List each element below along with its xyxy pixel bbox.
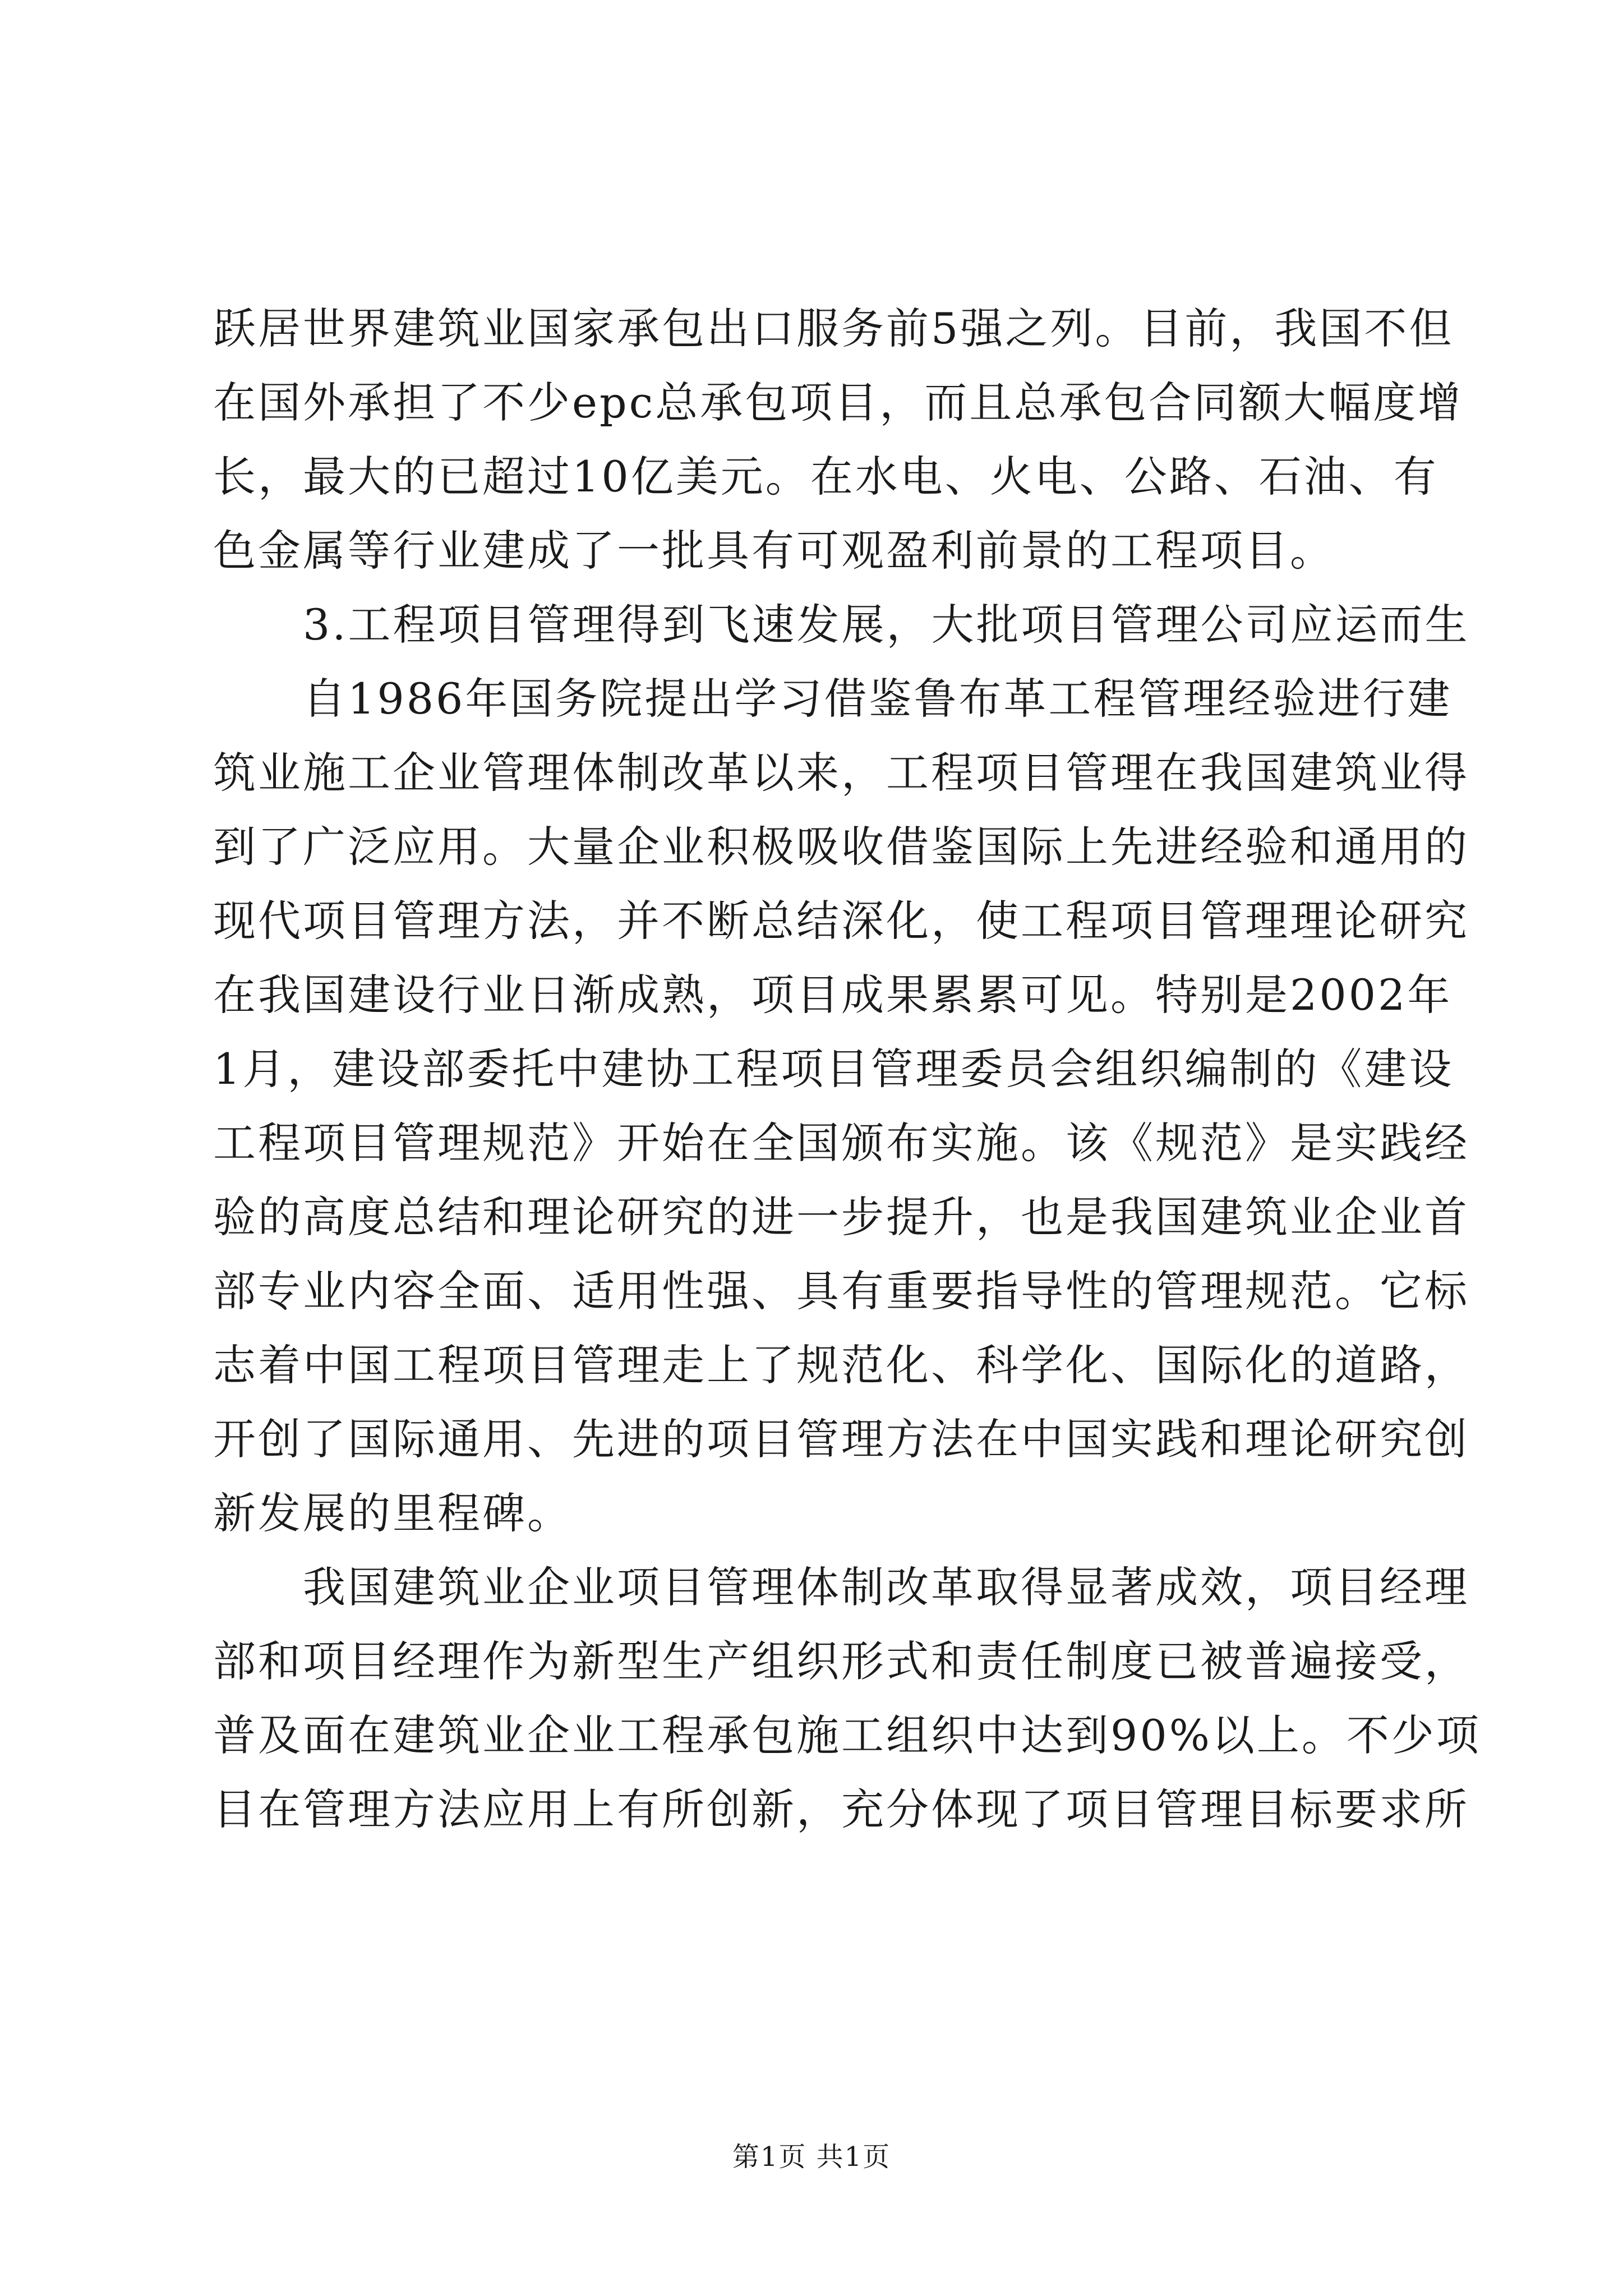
- page-number-footer: 第1页 共1页: [732, 2141, 891, 2173]
- text-line: 1月，建设部委托中建协工程项目管理委员会组织编制的《建设: [213, 1044, 1454, 1094]
- text-line: 我国建筑业企业项目管理体制改革取得显著成效，项目经理: [303, 1562, 1469, 1612]
- text-line: 在我国建设行业日渐成熟，项目成果累累可见。特别是2002年: [213, 970, 1453, 1020]
- text-line: 普及面在建筑业企业工程承包施工组织中达到90%以上。不少项: [213, 1710, 1481, 1760]
- text-line: 部和项目经理作为新型生产组织形式和责任制度已被普遍接受，: [213, 1636, 1469, 1686]
- text-line: 长，最大的已超过10亿美元。在水电、火电、公路、石油、有: [213, 452, 1438, 501]
- text-line: 现代项目管理方法，并不断总结深化，使工程项目管理理论研究: [213, 896, 1469, 946]
- text-line: 跃居世界建筑业国家承包出口服务前5强之列。目前，我国不但: [213, 303, 1454, 353]
- text-line: 新发展的里程碑。: [213, 1488, 572, 1538]
- text-line: 验的高度总结和理论研究的进一步提升，也是我国建筑业企业首: [213, 1192, 1469, 1242]
- text-line: 筑业施工企业管理体制改革以来，工程项目管理在我国建筑业得: [213, 748, 1469, 798]
- document-body: [213, 292, 1481, 1847]
- text-line: 自1986年国务院提出学习借鉴鲁布革工程管理经验进行建: [303, 674, 1453, 724]
- text-line: 部专业内容全面、适用性强、具有重要指导性的管理规范。它标: [213, 1266, 1469, 1316]
- text-line: 工程项目管理规范》开始在全国颁布实施。该《规范》是实践经: [213, 1118, 1469, 1168]
- text-line: 色金属等行业建成了一批具有可观盈利前景的工程项目。: [213, 526, 1335, 576]
- text-line: 目在管理方法应用上有所创新，充分体现了项目管理目标要求所: [213, 1784, 1469, 1834]
- text-line: 开创了国际通用、先进的项目管理方法在中国实践和理论研究创: [213, 1414, 1469, 1464]
- text-line: 到了广泛应用。大量企业积极吸收借鉴国际上先进经验和通用的: [213, 822, 1469, 872]
- text-line: 在国外承担了不少epc总承包项目，而且总承包合同额大幅度增: [213, 378, 1463, 427]
- text-line: 志着中国工程项目管理走上了规范化、科学化、国际化的道路，: [213, 1340, 1469, 1390]
- section-heading: 3.工程项目管理得到飞速发展，大批项目管理公司应运而生: [303, 600, 1470, 650]
